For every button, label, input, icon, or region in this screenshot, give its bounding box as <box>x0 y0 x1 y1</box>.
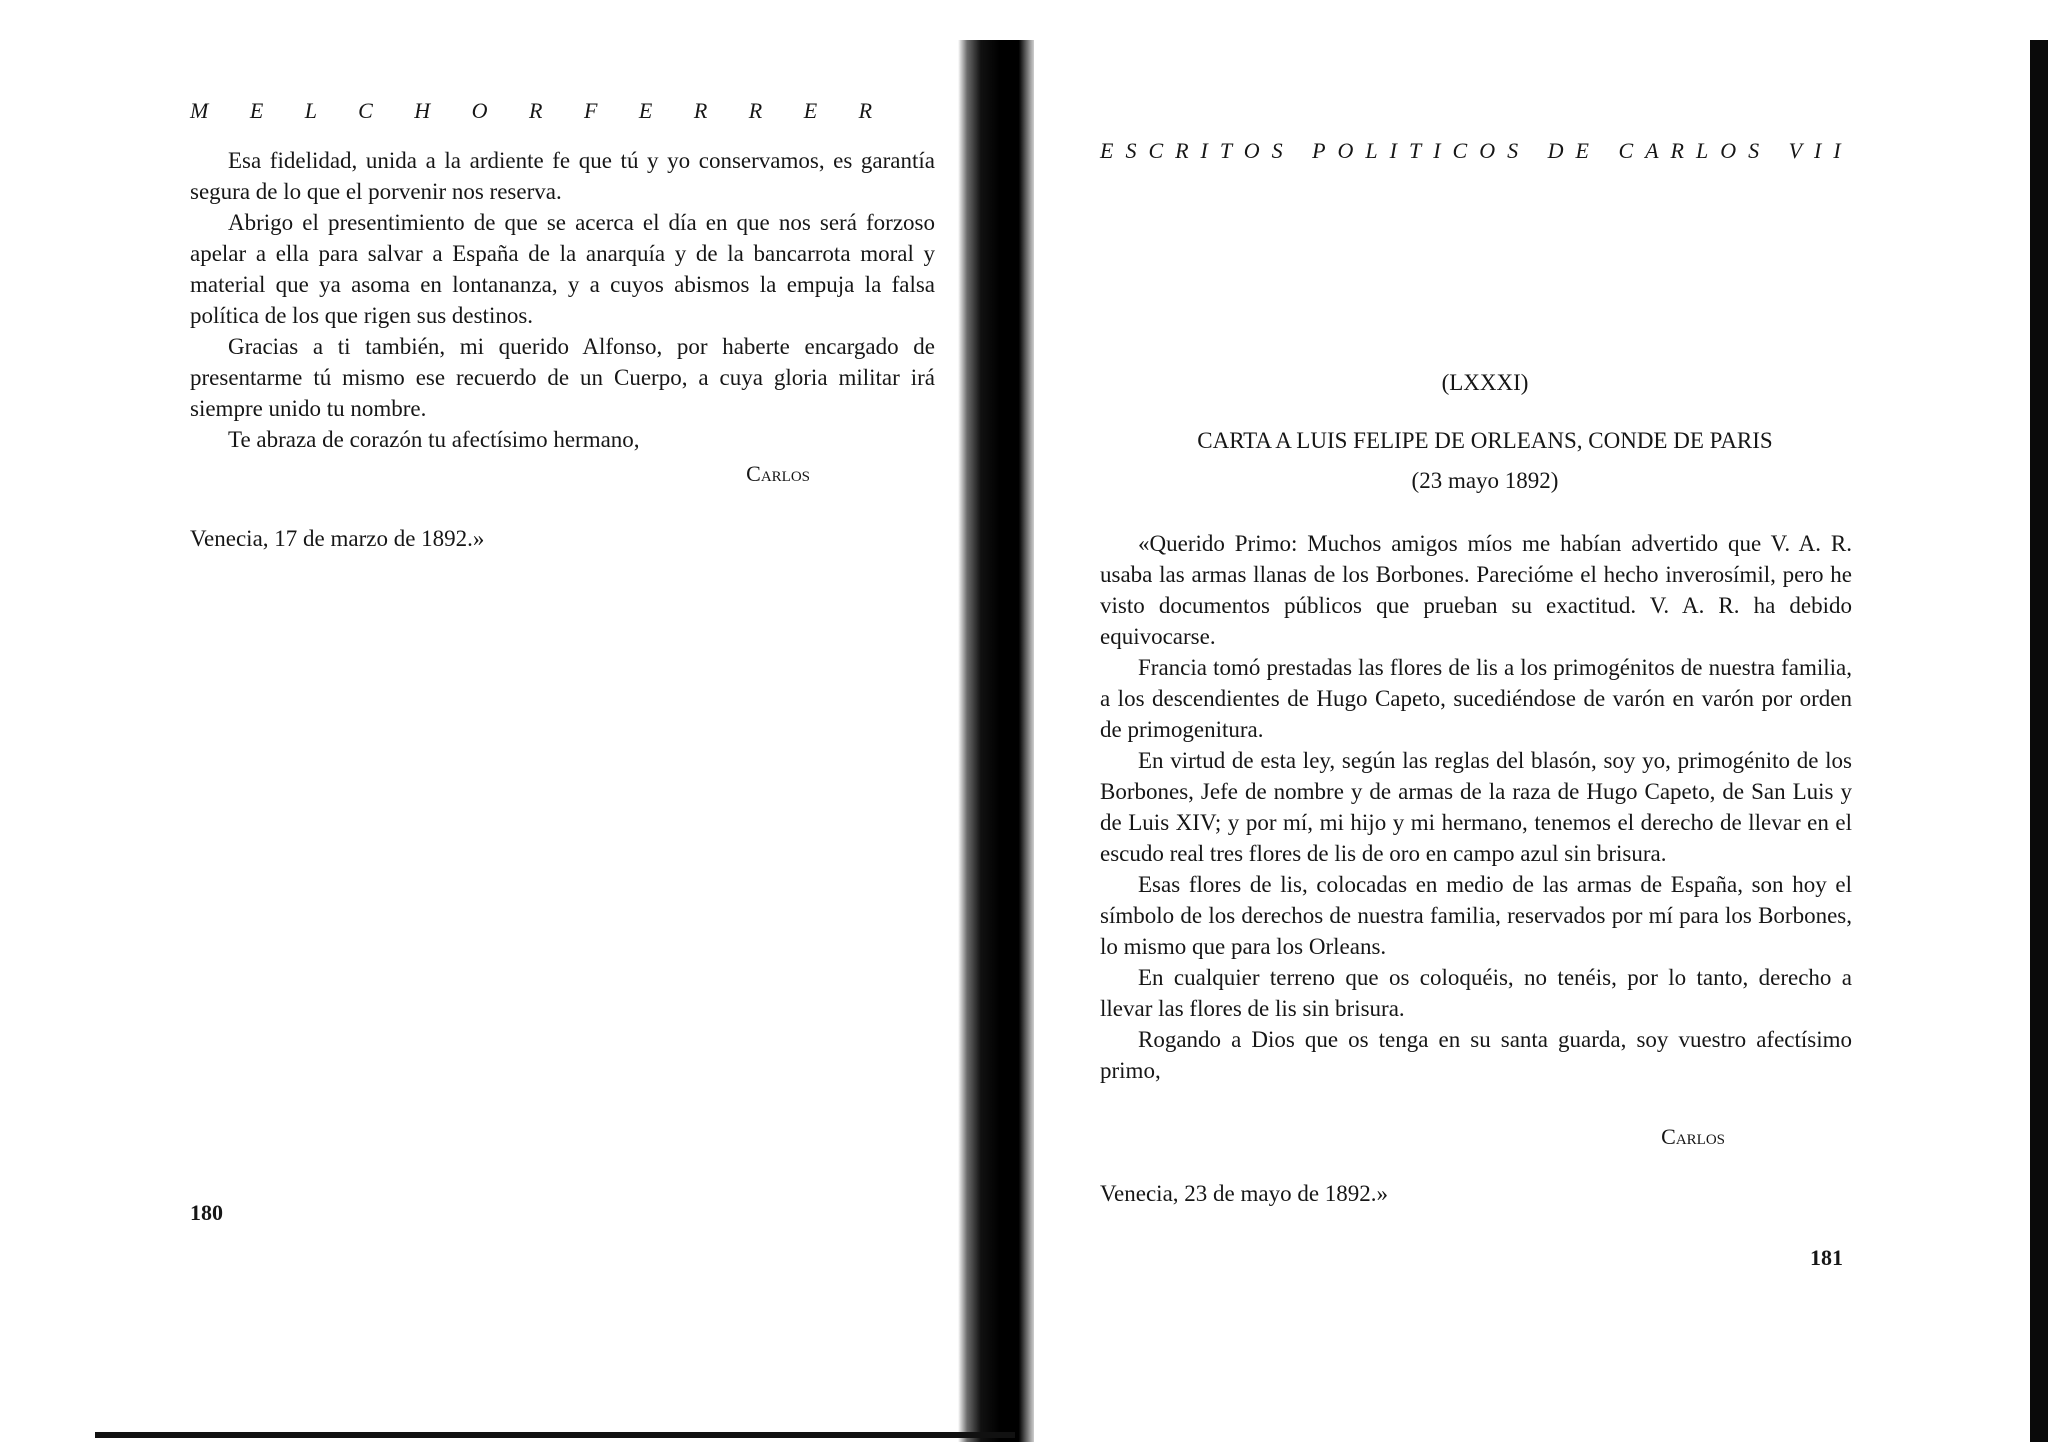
letter-title: CARTA A LUIS FELIPE DE ORLEANS, CONDE DE PARIS <box>1197 428 1773 453</box>
page-edge-shadow <box>2030 40 2048 1442</box>
book-gutter-shadow <box>958 40 1034 1442</box>
running-head-left: M E L C H O R F E R R E R <box>190 98 891 123</box>
paragraph: Abrigo el presentimiento de que se acerca el día en que nos será forzoso apelar a ella para salvar a España de la anarquía y de la bancarrota moral y material que ya asoma en lontananza, y a cuyos abismos la empuja la falsa política de los que rigen sus destinos. <box>190 210 935 328</box>
running-head-right: ESCRITOS POLITICOS DE CARLOS VII <box>1100 138 1853 163</box>
right-page-body <box>1100 528 1852 1086</box>
page-number: 181 <box>1810 1245 1843 1270</box>
signature: Carlos <box>746 461 810 486</box>
left-page-body <box>190 145 935 487</box>
paragraph: Te abraza de corazón tu afectísimo hermano, <box>228 427 640 452</box>
paragraph: En cualquier terreno que os coloquéis, no tenéis, por lo tanto, derecho a llevar las flores de lis sin brisura. <box>1100 965 1852 1021</box>
signature: Carlos <box>1661 1124 1725 1149</box>
paragraph: Rogando a Dios que os tenga en su santa guarda, soy vuestro afectísimo primo, <box>1100 1027 1852 1083</box>
paragraph: Francia tomó prestadas las flores de lis a los primogénitos de nuestra familia, a los descendientes de Hugo Capeto, sucediéndose de varón en varón por orden de primogenitura. <box>1100 655 1852 742</box>
place-date: Venecia, 17 de marzo de 1892.» <box>190 526 485 551</box>
right-page <box>1100 0 1860 1442</box>
paragraph: «Querido Primo: Muchos amigos míos me habían advertido que V. A. R. usaba las armas llanas de los Borbones. Parecióme el hecho inverosímil, pero he visto documentos públicos que prueban su exactitud. V. A. R. ha debido equivocarse. <box>1100 531 1852 649</box>
page-number: 180 <box>190 1200 223 1225</box>
place-date: Venecia, 23 de mayo de 1892.» <box>1100 1181 1389 1206</box>
paragraph: En virtud de esta ley, según las reglas del blasón, soy yo, primogénito de los Borbones, Jefe de nombre y de armas de la raza de Hugo Capeto, de San Luis y de Luis XIV; y por mí, mi hijo y mi hermano, tenemos el derecho de llevar en el escudo real tres flores de lis de oro en campo azul sin brisura. <box>1100 748 1852 866</box>
left-page <box>190 0 940 1442</box>
letter-date: (23 mayo 1892) <box>1411 468 1559 493</box>
letter-number: (LXXXI) <box>1441 370 1529 395</box>
paragraph: Esas flores de lis, colocadas en medio de las armas de España, son hoy el símbolo de los derechos de nuestra familia, reservados por mí para los Borbones, lo mismo que para los Orleans. <box>1100 872 1852 959</box>
paragraph: Gracias a ti también, mi querido Alfonso, por haberte encargado de presentarme tú mismo ese recuerdo de un Cuerpo, a cuya gloria militar irá siempre unido tu nombre. <box>190 334 935 421</box>
paragraph: Esa fidelidad, unida a la ardiente fe que tú y yo conservamos, es garantía segura de lo que el porvenir nos reserva. <box>190 148 935 204</box>
